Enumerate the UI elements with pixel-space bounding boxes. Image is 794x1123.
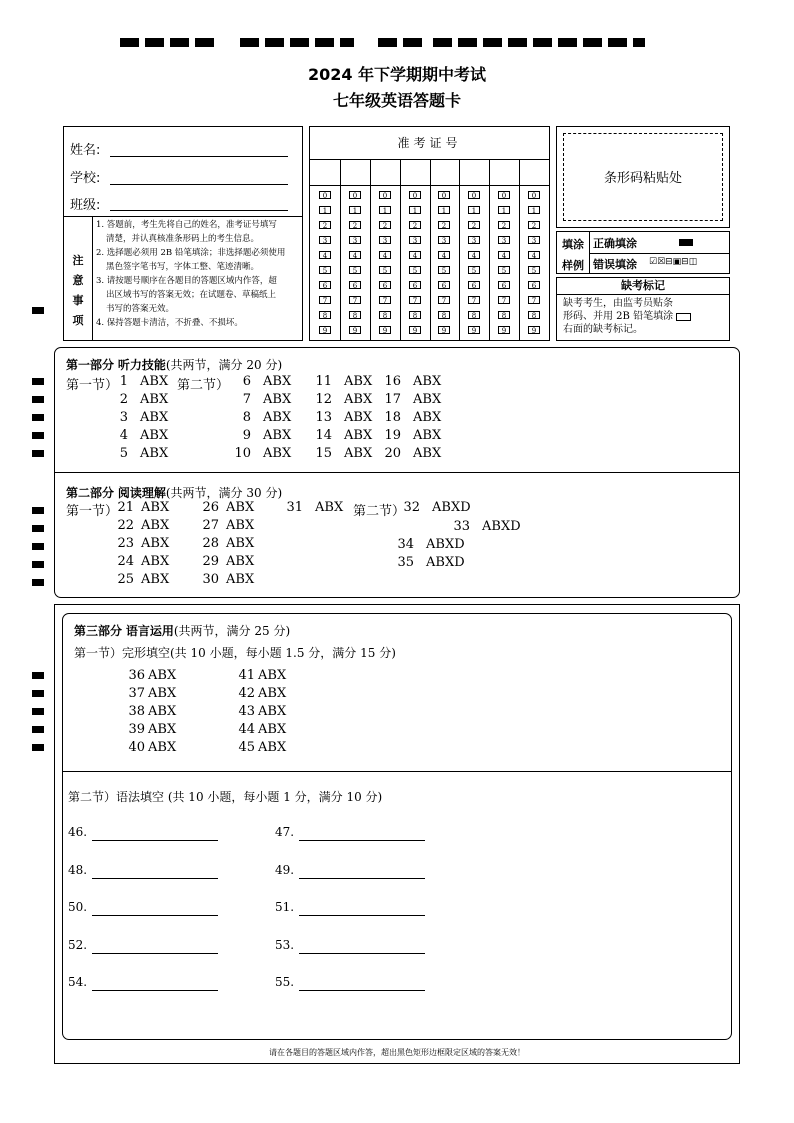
reading-question-number: 22	[117, 518, 134, 533]
exam-id-digit-bubble[interactable]: 8	[379, 311, 391, 319]
alignment-mark	[32, 726, 44, 733]
listening-question-options[interactable]: ABX	[413, 392, 442, 407]
notice-title-col	[64, 216, 93, 340]
exam-id-digit-bubble[interactable]: 1	[528, 206, 540, 214]
exam-id-digit-bubble[interactable]: 7	[379, 296, 391, 304]
exam-id-digit-bubble[interactable]: 9	[438, 326, 450, 334]
notice-title-char: 项	[72, 314, 84, 327]
exam-id-digit-bubble[interactable]: 5	[379, 266, 391, 274]
cloze-question-number: 41	[238, 668, 255, 683]
listening-question-options[interactable]: ABX	[263, 392, 292, 407]
exam-id-digit-bubble[interactable]: 8	[468, 311, 480, 319]
reading-question-number: 21	[117, 500, 134, 515]
exam-id-digit-bubble[interactable]: 8	[409, 311, 421, 319]
notice-divider	[64, 216, 302, 217]
grammar-blank-line[interactable]	[92, 989, 218, 991]
exam-id-digit-bubble[interactable]: 0	[379, 191, 391, 199]
reading-question-number: 29	[202, 554, 219, 569]
reading-question-d-number: 34	[397, 537, 414, 552]
reading-question-options[interactable]: ABX	[226, 554, 255, 569]
listening-question-number: 13	[315, 410, 332, 425]
exam-id-digit-bubble[interactable]: 2	[438, 221, 450, 229]
reading-question-d-number: 32	[403, 500, 420, 515]
absent-box	[556, 277, 730, 341]
listening-question-number: 20	[384, 446, 401, 461]
grammar-blank-number: 50.	[68, 900, 88, 914]
fill-label-2: 样例	[562, 259, 584, 272]
part1-heading-name: 听力技能	[117, 358, 166, 372]
absent-line: 缺考考生，由监考员贴条	[563, 298, 673, 309]
listening-question-number: 8	[242, 410, 251, 425]
card-title: 七年级英语答题卡	[332, 91, 461, 110]
grammar-blank-line[interactable]	[299, 989, 425, 991]
top-bar-5	[240, 38, 259, 47]
listening-question-number: 7	[242, 392, 251, 407]
exam-id-digit-bubble[interactable]: 8	[528, 311, 540, 319]
reading-question-options[interactable]: ABX	[141, 536, 170, 551]
barcode-area	[563, 133, 723, 221]
part2-heading-num: 第二部分	[66, 486, 115, 500]
exam-id-digit-bubble[interactable]: 7	[468, 296, 480, 304]
exam-id-column-divider	[489, 159, 490, 340]
alignment-mark	[32, 525, 44, 532]
grammar-blank-number: 54.	[68, 975, 88, 989]
notice-title-char: 注	[72, 254, 84, 267]
part2-heading-name: 阅读理解	[117, 486, 166, 500]
cloze-question-number: 45	[238, 740, 255, 755]
exam-id-digit-bubble[interactable]: 3	[528, 236, 540, 244]
part3-sec2-title: 第二节）语法填空 (共 10 小题，每小题 1 分，满分 10 分)	[68, 790, 383, 804]
exam-id-digit-bubble[interactable]: 2	[319, 221, 331, 229]
grammar-blank-line[interactable]	[299, 914, 425, 916]
part2-sec2-label: 第二节）	[353, 504, 406, 519]
grammar-blank-line[interactable]	[299, 952, 425, 954]
exam-id-digit-bubble[interactable]: 9	[319, 326, 331, 334]
exam-id-digit-bubble[interactable]: 3	[379, 236, 391, 244]
part3-heading	[74, 622, 290, 639]
grammar-blank-line[interactable]	[299, 877, 425, 879]
listening-question-number: 2	[119, 392, 128, 407]
listening-question-number: 12	[315, 392, 332, 407]
exam-id-digit-bubble[interactable]: 9	[528, 326, 540, 334]
absent-title: 缺考标记	[557, 278, 729, 295]
grammar-blank-number: 55.	[275, 975, 295, 989]
listening-question-options[interactable]: ABX	[140, 374, 169, 389]
exam-id-digit-bubble[interactable]: 8	[498, 311, 510, 319]
cloze-question-options[interactable]: ABX	[148, 740, 177, 755]
notice-line: 4. 保持答题卡清洁，不折叠、不损坏。	[96, 318, 243, 328]
reading-question-d-number: 35	[397, 555, 414, 570]
top-bar-10	[378, 38, 397, 47]
listening-question-number: 4	[119, 428, 128, 443]
cloze-question-options[interactable]: ABX	[148, 704, 177, 719]
reading-question-number: 25	[117, 572, 134, 587]
top-bar-6	[265, 38, 284, 47]
grammar-blank-number: 53.	[275, 937, 295, 952]
alignment-mark	[32, 690, 44, 697]
reading-question-number: 26	[202, 500, 219, 515]
exam-id-digit-bubble[interactable]: 7	[528, 296, 540, 304]
absent-line	[563, 310, 691, 323]
exam-id-digit-bubble[interactable]: 7	[409, 296, 421, 304]
notice-items	[96, 218, 300, 330]
cloze-question-options[interactable]: ABX	[148, 722, 177, 737]
fill-example-label-col	[557, 232, 590, 273]
part3-heading-name: 语言运用	[125, 624, 174, 638]
part3-sec1-title: 第一节）完形填空(共 10 小题，每小题 1.5 分，满分 15 分)	[74, 646, 396, 660]
name-label: 姓名:	[70, 143, 101, 158]
cloze-question-options[interactable]: ABX	[148, 686, 177, 701]
fill-example-box	[556, 231, 730, 274]
exam-id-digit-bubble[interactable]: 6	[528, 281, 540, 289]
grammar-blank-line[interactable]	[92, 877, 218, 879]
exam-id-digit-bubble[interactable]: 4	[349, 251, 361, 259]
listening-question-options[interactable]: ABX	[344, 410, 373, 425]
wrong-fill-marks: ☑☒⊟▣⊟◫	[649, 257, 698, 267]
exam-id-digit-bubble[interactable]: 4	[409, 251, 421, 259]
listening-question-number: 16	[384, 374, 401, 389]
cloze-question-number: 43	[238, 704, 255, 719]
exam-id-digit-bubble[interactable]: 7	[438, 296, 450, 304]
exam-id-digit-bubble[interactable]: 1	[319, 206, 331, 214]
class-label: 班级:	[70, 198, 101, 213]
exam-id-column-divider	[340, 159, 341, 340]
grammar-blank-number: 51.	[275, 900, 295, 914]
part1-heading-num: 第一部分	[66, 358, 115, 372]
listening-question-options[interactable]: ABX	[263, 446, 292, 461]
exam-id-digit-bubble[interactable]: 7	[349, 296, 361, 304]
part2-heading	[66, 484, 282, 501]
reading-question-options[interactable]: ABX	[315, 500, 344, 515]
listening-question-number: 19	[384, 428, 401, 443]
top-bar-9	[340, 38, 354, 47]
reading-question-d-options[interactable]: ABXD	[426, 555, 465, 570]
reading-question-d-options[interactable]: ABXD	[482, 519, 521, 534]
school-label: 学校:	[70, 171, 101, 186]
listening-question-options[interactable]: ABX	[140, 410, 169, 425]
cloze-question-number: 38	[128, 704, 145, 719]
part1-sec1-label: 第一节）	[66, 378, 119, 393]
exam-id-digit-bubble[interactable]: 6	[468, 281, 480, 289]
exam-id-digit-bubble[interactable]: 1	[468, 206, 480, 214]
exam-id-digit-bubble[interactable]: 5	[498, 266, 510, 274]
reading-question-number: 28	[202, 536, 219, 551]
part1-heading	[66, 356, 282, 373]
notice-line: 2. 选择题必须用 2B 铅笔填涂；非选择题必须使用	[96, 248, 286, 258]
listening-question-number: 15	[315, 446, 332, 461]
top-bar-11	[403, 38, 422, 47]
exam-id-digit-bubble[interactable]: 2	[349, 221, 361, 229]
exam-id-digit-bubble[interactable]: 2	[498, 221, 510, 229]
reading-question-options[interactable]: ABX	[141, 554, 170, 569]
class-field[interactable]	[110, 209, 288, 211]
exam-id-column-divider	[370, 159, 371, 340]
exam-id-digit-bubble[interactable]: 4	[528, 251, 540, 259]
exam-id-digit-bubble[interactable]: 6	[438, 281, 450, 289]
exam-id-digit-bubble[interactable]: 4	[468, 251, 480, 259]
exam-id-digit-bubble[interactable]: 9	[349, 326, 361, 334]
cloze-question-options[interactable]: ABX	[258, 740, 287, 755]
wrong-fill-label: 错误填涂	[593, 258, 637, 271]
exam-id-digit-bubble[interactable]: 5	[319, 266, 331, 274]
top-bar-4	[195, 38, 214, 47]
exam-id-title: 准考证号	[310, 127, 549, 160]
alignment-mark	[32, 378, 44, 385]
reading-question-options[interactable]: ABX	[141, 500, 170, 515]
cloze-question-number: 42	[238, 686, 255, 701]
part-divider	[55, 472, 739, 473]
listening-question-options[interactable]: ABX	[263, 428, 292, 443]
exam-id-digit-bubble[interactable]: 3	[498, 236, 510, 244]
alignment-mark	[32, 414, 44, 421]
exam-title: 2024 年下学期期中考试	[307, 65, 487, 84]
grammar-blank-number: 48.	[68, 862, 88, 877]
alignment-mark	[32, 579, 44, 586]
listening-question-options[interactable]: ABX	[140, 446, 169, 461]
exam-id-box	[309, 126, 550, 341]
part1-sec2-label: 第二节）	[177, 378, 230, 393]
top-bar-8	[315, 38, 334, 47]
exam-id-digit-bubble[interactable]: 1	[349, 206, 361, 214]
alignment-mark	[32, 396, 44, 403]
part2-sec1-label: 第一节）	[66, 504, 119, 519]
exam-id-digit-bubble[interactable]: 2	[528, 221, 540, 229]
grammar-blank-line[interactable]	[299, 839, 425, 841]
part3-divider	[63, 771, 731, 772]
cloze-question-number: 39	[128, 722, 145, 737]
top-bar-12	[433, 38, 645, 47]
notice-title-char: 事	[72, 294, 84, 307]
notice-line: 出区域书写的答案无效；在试题卷、草稿纸上	[106, 290, 277, 300]
exam-id-digit-bubble[interactable]: 8	[319, 311, 331, 319]
exam-id-digit-bubble[interactable]: 1	[409, 206, 421, 214]
exam-id-digit-bubble[interactable]: 5	[468, 266, 480, 274]
name-field[interactable]	[110, 155, 288, 157]
exam-id-digit-bubble[interactable]: 9	[409, 326, 421, 334]
exam-id-digit-bubble[interactable]: 6	[349, 281, 361, 289]
listening-question-options[interactable]: ABX	[263, 410, 292, 425]
exam-id-digit-bubble[interactable]: 4	[498, 251, 510, 259]
reading-question-options[interactable]: ABX	[226, 572, 255, 587]
exam-id-digit-bubble[interactable]: 6	[319, 281, 331, 289]
exam-id-digit-bubble[interactable]: 3	[319, 236, 331, 244]
exam-id-digit-bubble[interactable]: 1	[379, 206, 391, 214]
alignment-mark	[32, 432, 44, 439]
barcode-box	[556, 126, 730, 228]
listening-question-number: 6	[242, 374, 251, 389]
alignment-mark	[32, 561, 44, 568]
barcode-label: 条形码粘贴处	[603, 171, 682, 186]
fill-label-1: 填涂	[562, 238, 584, 251]
exam-id-digit-bubble[interactable]: 5	[349, 266, 361, 274]
listening-question-options[interactable]: ABX	[344, 392, 373, 407]
reading-question-number: 23	[117, 536, 134, 551]
listening-question-options[interactable]: ABX	[140, 428, 169, 443]
exam-id-digit-bubble[interactable]: 4	[319, 251, 331, 259]
correct-fill-label: 正确填涂	[593, 237, 637, 250]
exam-id-digit-bubble[interactable]: 0	[498, 191, 510, 199]
exam-id-digit-bubble[interactable]: 3	[468, 236, 480, 244]
exam-id-column-divider	[519, 159, 520, 340]
grammar-blank-line[interactable]	[92, 839, 218, 841]
alignment-mark	[32, 543, 44, 550]
reading-question-options[interactable]: ABX	[141, 518, 170, 533]
listening-question-number: 18	[384, 410, 401, 425]
exam-id-digit-bubble[interactable]: 0	[468, 191, 480, 199]
cloze-question-number: 40	[128, 740, 145, 755]
exam-id-digit-bubble[interactable]: 5	[528, 266, 540, 274]
cloze-question-number: 37	[128, 686, 145, 701]
exam-id-digit-bubble[interactable]: 0	[438, 191, 450, 199]
absent-text	[563, 297, 691, 336]
cloze-question-number: 44	[238, 722, 255, 737]
exam-id-digit-bubble[interactable]: 4	[438, 251, 450, 259]
exam-id-digit-bubble[interactable]: 2	[468, 221, 480, 229]
listening-question-number: 3	[119, 410, 128, 425]
exam-id-digit-bubble[interactable]: 8	[349, 311, 361, 319]
absent-checkbox[interactable]	[676, 313, 691, 321]
alignment-mark	[32, 507, 44, 514]
exam-id-column-divider	[400, 159, 401, 340]
exam-id-digit-bubble[interactable]: 7	[498, 296, 510, 304]
footer-warning: 请在各题目的答题区域内作答，超出黑色矩形边框限定区域的答案无效！	[269, 1048, 525, 1057]
grammar-blank-number: 47.	[275, 825, 295, 839]
exam-id-column-divider	[459, 159, 460, 340]
listening-question-number: 5	[119, 446, 128, 461]
reading-question-number: 31	[286, 500, 303, 515]
cloze-question-options[interactable]: ABX	[258, 668, 287, 683]
listening-question-options[interactable]: ABX	[413, 446, 442, 461]
exam-id-digit-bubble[interactable]: 0	[319, 191, 331, 199]
exam-id-digit-bubble[interactable]: 8	[438, 311, 450, 319]
exam-id-digit-bubble[interactable]: 6	[498, 281, 510, 289]
cloze-question-options[interactable]: ABX	[148, 668, 177, 683]
listening-question-options[interactable]: ABX	[413, 428, 442, 443]
part2-heading-rest: (共两节，满分 30 分)	[165, 486, 283, 500]
reading-question-options[interactable]: ABX	[226, 518, 255, 533]
alignment-mark	[32, 307, 44, 314]
grammar-blank-number: 52.	[68, 937, 88, 952]
exam-id-digit-bubble[interactable]: 3	[438, 236, 450, 244]
exam-id-columns	[310, 159, 549, 340]
exam-id-digit-bubble[interactable]: 1	[498, 206, 510, 214]
alignment-mark	[32, 708, 44, 715]
exam-id-digit-bubble[interactable]: 6	[409, 281, 421, 289]
grammar-blank-number: 46.	[68, 825, 88, 839]
alignment-mark	[32, 672, 44, 679]
absent-line-text: 形码、并用 2B 铅笔填涂	[563, 311, 674, 322]
exam-id-digit-bubble[interactable]: 1	[438, 206, 450, 214]
cloze-question-number: 36	[128, 668, 145, 683]
reading-question-number: 24	[117, 554, 134, 569]
cloze-question-options[interactable]: ABX	[258, 686, 287, 701]
absent-line: 右面的缺考标记。	[563, 324, 643, 335]
notice-line: 3. 请按题号顺序在各题目的答题区域内作答，超	[96, 276, 277, 286]
reading-question-options[interactable]: ABX	[226, 500, 255, 515]
listening-question-options[interactable]: ABX	[413, 374, 442, 389]
listening-question-options[interactable]: ABX	[344, 428, 373, 443]
top-bar-2	[145, 38, 164, 47]
listening-question-number: 1	[119, 374, 128, 389]
exam-id-digit-bubble[interactable]: 6	[379, 281, 391, 289]
notice-line: 黑色签字笔书写，字体工整、笔迹清晰。	[106, 262, 260, 272]
exam-id-digit-bubble[interactable]: 0	[349, 191, 361, 199]
top-bar-3	[170, 38, 189, 47]
reading-question-number: 30	[202, 572, 219, 587]
listening-question-number: 11	[315, 374, 332, 389]
reading-question-d-number: 33	[453, 519, 470, 534]
listening-question-options[interactable]: ABX	[344, 446, 373, 461]
listening-question-number: 17	[384, 392, 401, 407]
notice-line: 1. 答题前，考生先将自己的姓名，准考证号填写	[96, 220, 277, 230]
exam-id-digit-bubble[interactable]: 9	[498, 326, 510, 334]
notice-title-char: 意	[72, 274, 84, 287]
exam-id-digit-bubble[interactable]: 3	[349, 236, 361, 244]
alignment-mark	[32, 744, 44, 751]
listening-question-number: 9	[242, 428, 251, 443]
part3-heading-num: 第三部分	[74, 624, 123, 638]
exam-id-digit-bubble[interactable]: 9	[468, 326, 480, 334]
notice-line: 书写的答案无效。	[106, 304, 175, 314]
exam-id-digit-bubble[interactable]: 5	[438, 266, 450, 274]
listening-question-number: 14	[315, 428, 332, 443]
notice-line: 清楚，并认真核准条形码上的考生信息。	[106, 234, 260, 244]
exam-id-digit-bubble[interactable]: 2	[379, 221, 391, 229]
reading-question-options[interactable]: ABX	[141, 572, 170, 587]
cloze-question-options[interactable]: ABX	[258, 704, 287, 719]
exam-id-column-divider	[430, 159, 431, 340]
correct-fill-row	[589, 232, 729, 254]
listening-question-options[interactable]: ABX	[344, 374, 373, 389]
listening-question-options[interactable]: ABX	[140, 392, 169, 407]
exam-id-digit-bubble[interactable]: 2	[409, 221, 421, 229]
grammar-blank-line[interactable]	[92, 952, 218, 954]
reading-question-d-options[interactable]: ABXD	[432, 500, 471, 515]
listening-question-number: 10	[234, 446, 251, 461]
reading-question-number: 27	[202, 518, 219, 533]
wrong-fill-row	[589, 254, 729, 273]
top-bar-7	[290, 38, 309, 47]
exam-id-digit-bubble[interactable]: 7	[319, 296, 331, 304]
student-info-box	[63, 126, 303, 341]
school-field[interactable]	[110, 183, 288, 185]
grammar-blank-number: 49.	[275, 862, 295, 877]
correct-fill-mark	[679, 239, 693, 246]
exam-id-digit-bubble[interactable]: 4	[379, 251, 391, 259]
exam-id-digit-bubble[interactable]: 0	[409, 191, 421, 199]
top-bar-1	[120, 38, 139, 47]
exam-id-digit-bubble[interactable]: 9	[379, 326, 391, 334]
listening-question-options[interactable]: ABX	[263, 374, 292, 389]
exam-id-digit-bubble[interactable]: 3	[409, 236, 421, 244]
exam-id-digit-bubble[interactable]: 5	[409, 266, 421, 274]
part3-heading-rest: (共两节，满分 25 分)	[173, 624, 291, 638]
alignment-mark	[32, 450, 44, 457]
exam-id-digit-bubble[interactable]: 0	[528, 191, 540, 199]
grammar-blank-line[interactable]	[92, 914, 218, 916]
part1-heading-rest: (共两节，满分 20 分)	[165, 358, 283, 372]
reading-question-options[interactable]: ABX	[226, 536, 255, 551]
reading-question-d-options[interactable]: ABXD	[426, 537, 465, 552]
cloze-question-options[interactable]: ABX	[258, 722, 287, 737]
listening-question-options[interactable]: ABX	[413, 410, 442, 425]
